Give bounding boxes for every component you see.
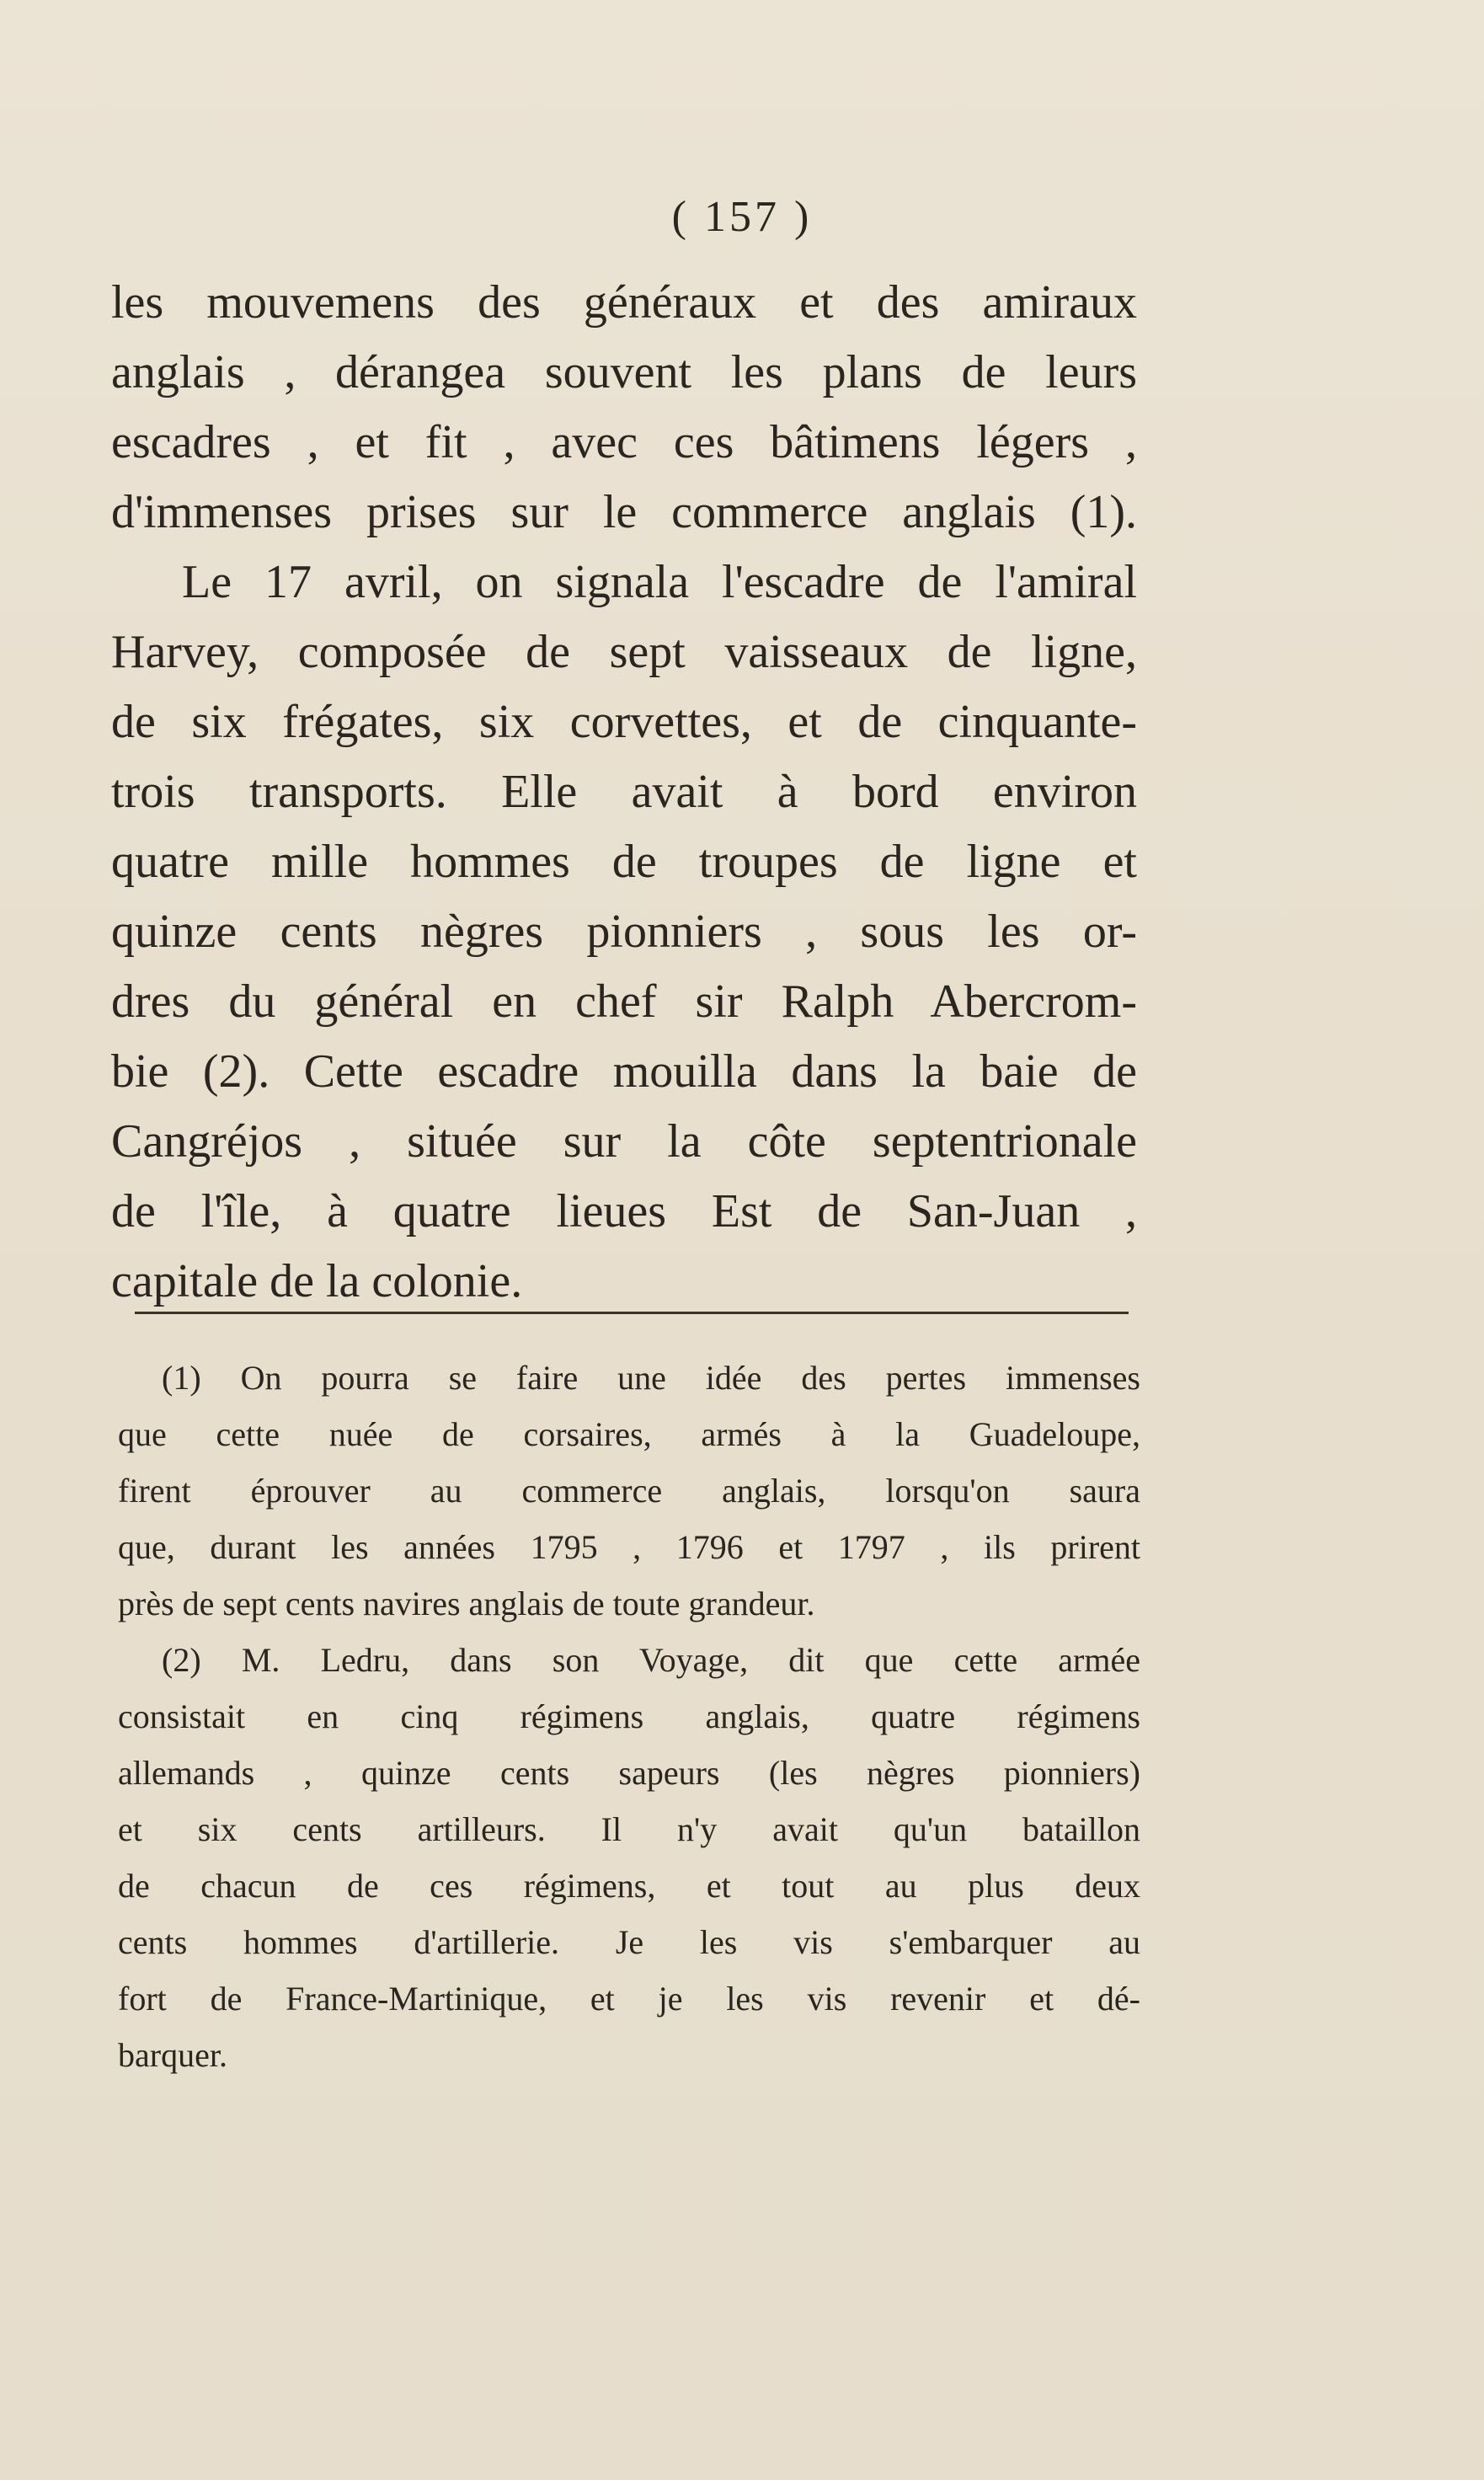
footnote-line: (2) M. Ledru, dans son Voyage, dit que cette armée (162, 1641, 1140, 1679)
text-line: d'immenses prises sur le commerce anglais (1). (111, 486, 1137, 538)
footnote-line: cents hommes d'artillerie. Je les vis s'embarquer au (118, 1923, 1140, 1961)
text-line: dres du général en chef sir Ralph Abercrom- (111, 975, 1137, 1028)
text-line: quatre mille hommes de troupes de ligne et (111, 836, 1137, 888)
footnote-line: firent éprouver au commerce anglais, lorsqu'on saura (118, 1472, 1140, 1510)
text-line: de l'île, à quatre lieues Est de San-Juan , (111, 1185, 1137, 1237)
footnote-line: fort de France-Martinique, et je les vis revenir et dé- (118, 1980, 1140, 2018)
text-line: les mouvemens des généraux et des amiraux (111, 276, 1137, 329)
footnote-line: barquer. (118, 2036, 227, 2074)
footnote-line: (1) On pourra se faire une idée des pertes immenses (162, 1359, 1140, 1397)
text-line: quinze cents nègres pionniers , sous les or- (111, 906, 1137, 958)
text-line: trois transports. Elle avait à bord environ (111, 766, 1137, 818)
text-line: de six frégates, six corvettes, et de cinquante- (111, 696, 1137, 748)
text-line: Le 17 avril, on signala l'escadre de l'amiral (182, 556, 1137, 608)
footnote-line: que cette nuée de corsaires, armés à la Guadeloupe, (118, 1415, 1140, 1453)
main-text (111, 268, 1137, 1317)
footnote-line: et six cents artilleurs. Il n'y avait qu'un bataillon (118, 1810, 1140, 1848)
footnote-line: près de sept cents navires anglais de toute grandeur. (118, 1585, 815, 1622)
footnote-line: consistait en cinq régimens anglais, quatre régimens (118, 1697, 1140, 1735)
text-line: Cangréjos , située sur la côte septentrionale (111, 1115, 1137, 1168)
footnote-line: de chacun de ces régimens, et tout au plus deux (118, 1867, 1140, 1905)
footnote-line: allemands , quinze cents sapeurs (les nègres pionniers) (118, 1754, 1140, 1792)
text-line: escadres , et fit , avec ces bâtimens légers , (111, 416, 1137, 468)
footnotes (118, 1350, 1140, 2083)
text-line: capitale de la colonie. (111, 1255, 523, 1307)
text-line: bie (2). Cette escadre mouilla dans la baie de (111, 1045, 1137, 1098)
text-line: anglais , dérangea souvent les plans de leurs (111, 346, 1137, 398)
page-number: ( 157 ) (671, 193, 813, 241)
footnote-line: que, durant les années 1795 , 1796 et 1797 , ils prirent (118, 1528, 1140, 1566)
text-line: Harvey, composée de sept vaisseaux de ligne, (111, 626, 1137, 678)
footnote-divider (135, 1312, 1129, 1314)
